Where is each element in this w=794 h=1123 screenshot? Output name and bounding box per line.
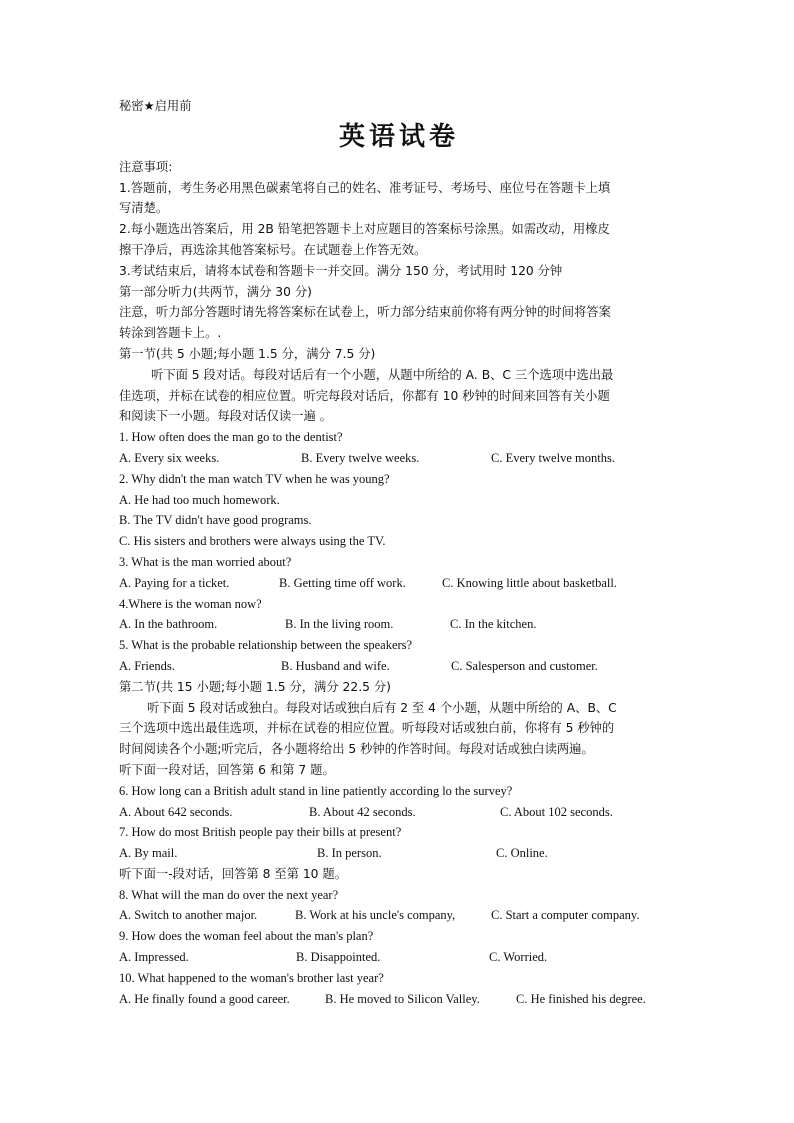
section2-instructions-line-3: 时间阅读各个小题;听完后，各小题将给出 5 秒钟的作答时间。每段对话或独白读两遍。 [119,742,594,757]
part1-heading: 第一部分听力(共两节，满分 30 分) [119,284,312,299]
notice-item-1-line-1: 1.答题前，考生务必用黑色碳素笔将自己的姓名、准考证号、考场号、座位号在答题卡上填 [119,180,611,195]
question-3-options [119,573,679,594]
question-8-options [119,905,679,926]
part1-note-line-1: 注意，听力部分答题时请先将答案标在试卷上，听力部分结束前你将有两分钟的时间将答案 [119,305,611,320]
option-b: B. Every twelve weeks. [301,450,420,465]
question-2-stem: 2. Why didn't the man watch TV when he was young? [119,471,390,486]
option-c: C. He finished his degree. [516,991,646,1006]
dialog-intro-1: 听下面一段对话，回答第 6 和第 7 题。 [119,762,335,777]
option-a: A. Switch to another major. [119,908,258,923]
option-c: C. Worried. [489,950,548,965]
question-8-stem: 8. What will the man do over the next year? [119,887,339,902]
question-6-options [119,802,679,823]
question-10-options [119,989,679,1010]
option-a: A. Impressed. [119,950,189,965]
question-4-stem: 4.Where is the woman now? [119,596,262,611]
option-c: C. About 102 seconds. [500,804,613,819]
option-b: B. Work at his uncle's company, [295,908,456,923]
option-a: A. Friends. [119,658,175,673]
question-9-options [119,947,679,968]
question-5-options [119,656,679,677]
option-b: B. About 42 seconds. [309,804,416,819]
option-b: B. Husband and wife. [281,658,390,673]
option-a: A. He had too much homework. [119,492,280,507]
option-c: C. His sisters and brothers were always using the TV. [119,534,386,549]
notice-item-3: 3.考试结束后，请将本试卷和答题卡一并交回。满分 150 分，考试用时 120 分钟 [119,263,563,278]
question-4-options [119,614,679,635]
notice-item-1-line-2: 写清楚。 [119,201,169,216]
option-c: C. Online. [496,846,548,861]
option-c: C. Salesperson and customer. [451,658,598,673]
question-1-options [119,448,679,469]
option-a: A. About 642 seconds. [119,804,233,819]
question-3-stem: 3. What is the man worried about? [119,554,292,569]
question-10-stem: 10. What happened to the woman's brother last year? [119,970,384,985]
option-c: C. Every twelve months. [491,450,615,465]
question-7-options [119,843,679,864]
option-a: A. He finally found a good career. [119,991,290,1006]
section2-instructions-line-1: 听下面 5 段对话或独白。每段对话或独白后有 2 至 4 个小题，从题中所给的 A、B、C [147,700,617,715]
question-6-stem: 6. How long can a British adult stand in line patiently according lo the survey? [119,783,513,798]
notice-heading: 注意事项: [119,159,173,174]
part1-note-line-2: 转涂到答题卡上。. [119,326,222,341]
exam-title: 英语试卷 [338,121,459,152]
option-b: B. In person. [317,846,382,861]
section2-instructions-line-2: 三个选项中选出最佳选项，并标在试卷的相应位置。听每段对话或独白前，你将有 5 秒钟的 [119,721,615,736]
option-b: B. He moved to Silicon Valley. [325,991,480,1006]
option-a: A. By mail. [119,846,178,861]
notice-item-2-line-2: 擦干净后，再选涂其他答案标号。在试题卷上作答无效。 [119,242,427,257]
section1-instructions-line-3: 和阅读下一小题。每段对话仅读一遍 。 [119,409,332,424]
question-9-stem: 9. How does the woman feel about the man's plan? [119,929,374,944]
exam-page [119,96,679,1009]
confidential-label: 秘密★启用前 [119,99,192,113]
option-a: A. Every six weeks. [119,450,220,465]
option-a: A. In the bathroom. [119,617,218,632]
section1-heading: 第一节(共 5 小题;每小题 1.5 分，满分 7.5 分) [119,346,376,361]
section1-instructions-line-2: 佳选项，并标在试卷的相应位置。听完每段对话后，你都有 10 秒钟的时间来回答有关小题 [119,388,610,403]
notice-item-2-line-1: 2.每小题选出答案后，用 2B 铅笔把答题卡上对应题目的答案标号涂黑。如需改动，用橡皮 [119,222,610,237]
section2-heading: 第二节(共 15 小题;每小题 1.5 分，满分 22.5 分) [119,679,391,694]
option-c: C. Knowing little about basketball. [442,575,617,590]
option-c: C. In the kitchen. [450,617,537,632]
question-1-stem: 1. How often does the man go to the dentist? [119,430,343,445]
option-b: B. Getting time off work. [279,575,406,590]
option-b: B. In the living room. [285,617,394,632]
section1-instructions-line-1: 听下面 5 段对话。每段对话后有一个小题，从题中所给的 A. B、C 三个选项中选出最 [151,367,614,382]
option-a: A. Paying for a ticket. [119,575,230,590]
option-c: C. Start a computer company. [491,908,640,923]
dialog-intro-2: 听下面一-段对话，回答第 8 至第 10 题。 [119,866,347,881]
option-b: B. The TV didn't have good programs. [119,513,312,528]
option-b: B. Disappointed. [296,950,381,965]
question-5-stem: 5. What is the probable relationship between the speakers? [119,638,413,653]
question-7-stem: 7. How do most British people pay their bills at present? [119,825,402,840]
